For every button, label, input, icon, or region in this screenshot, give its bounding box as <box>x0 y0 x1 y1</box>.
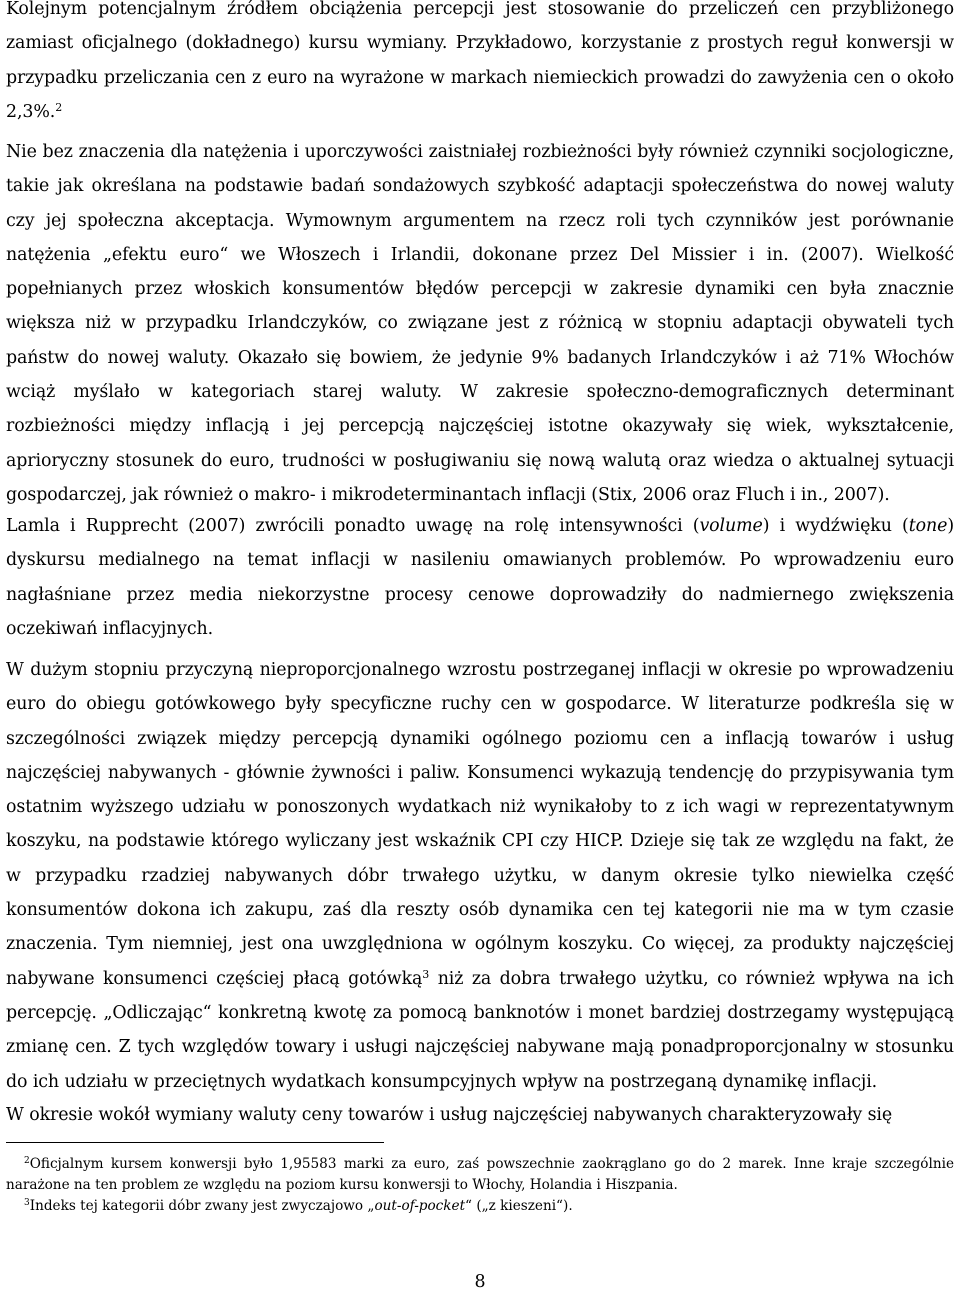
emphasized-text: tone <box>908 516 948 536</box>
footnote-2 <box>6 1154 954 1196</box>
page-number: 8 <box>474 1272 486 1292</box>
footnote-3 <box>6 1196 954 1217</box>
footnote-marker: 2 <box>24 1156 30 1166</box>
text-segment: Indeks tej kategorii dóbr zwany jest zwyczajowo „ <box>29 1198 375 1214</box>
footnote-marker: 3 <box>422 967 430 981</box>
text-segment: W okresie wokół wymiany waluty ceny towarów i usług najczęściej nabywanych charakteryzowały się <box>6 1105 893 1125</box>
paragraph-media-discourse <box>6 509 954 646</box>
footnote-marker: 2 <box>55 100 63 114</box>
emphasized-text: volume <box>699 516 763 536</box>
text-segment: Kolejnym potencjalnym źródłem obciążenia percepcji jest stosowanie do przeliczeń cen przybliżonego zamiast oficjalnego (dokładnego) kursu wymiany. Przykładowo, korzystanie z prostych reguł konwersji w przypadku przeliczania cen z euro na wyrażone w markach niemieckich prowadzi do zawyżenia cen o około 2,3%. <box>6 0 954 122</box>
text-segment: ) dyskursu medialnego na temat inflacji w nasileniu omawianych problemów. Po wprowadzeniu euro nagłaśniane przez media niekorzystne procesy cenowe doprowadziły do nadmiernego zwiększenia oczekiwań inflacyjnych. <box>6 516 954 639</box>
emphasized-text: out-of-pocket <box>374 1198 466 1214</box>
footnote-separator <box>6 1142 384 1143</box>
text-segment: Lamla i Rupprecht (2007) zwrócili ponadto uwagę na rolę intensywności ( <box>6 516 700 536</box>
paragraph-price-conversion <box>6 0 954 129</box>
paragraph-sociological-factors <box>6 135 954 512</box>
footnote-marker: 3 <box>24 1198 30 1208</box>
text-segment: “ („z kieszeni“). <box>465 1198 573 1214</box>
text-segment: ) i wydźwięku ( <box>762 516 909 536</box>
paragraph-price-movements <box>6 653 954 1099</box>
paragraph-continued <box>6 1098 954 1132</box>
text-segment: W dużym stopniu przyczyną nieproporcjonalnego wzrostu postrzeganej inflacji w okresie po wprowadzeniu euro do obiegu gotówkowego były specyficzne ruchy cen w gospodarce. W literaturze podkreśla się w szczególności związek między percepcją dynamiki ogólnego poziomu cen a inflacją towarów i usług najczęściej nabywanych - głównie żywności i paliw. Konsumenci wykazują tendencję do przypisywania tym ostatnim wyższego udziału w ponoszonych wydatkach niż wynikałoby to z ich wagi w reprezentatywnym koszyku, na podstawie którego wyliczany jest wskaźnik CPI czy HICP. Dzieje się tak ze względu na fakt, że w przypadku rzadziej nabywanych dóbr trwałego użytku, w danym okresie tylko niewielka część konsumentów dokona ich zakupu, zaś dla reszty osób dynamika cen tej kategorii nie ma w tym czasie znaczenia. Tym niemniej, jest ona uwzględniona w ogólnym koszyku. Co więcej, za produkty najczęściej nabywane konsumenci częściej płacą gotówką <box>6 660 954 989</box>
text-segment: Oficjalnym kursem konwersji było 1,95583 marki za euro, zaś powszechnie zaokrąglano go do 2 marek. Inne kraje szczególnie narażone na ten problem ze względu na poziom kursu konwersji to Włochy, Holandia i Hiszpania. <box>6 1156 954 1193</box>
text-segment: Nie bez znaczenia dla natężenia i uporczywości zaistniałej rozbieżności były również czynniki socjologiczne, takie jak określana na podstawie badań sondażowych szybkość adaptacji społeczeństwa do nowej waluty czy jej społeczna akceptacja. Wymownym argumentem na rzecz roli tych czynników jest porównanie natężenia „efektu euro“ we Włoszech i Irlandii, dokonane przez Del Missier i in. (2007). Wielkość popełnianych przez włoskich konsumentów błędów percepcji w zakresie dynamiki cen była znacznie większa niż w przypadku Irlandczyków, co związane jest z różnicą w stopniu adaptacji obywateli tych państw do nowej waluty. Okazało się bowiem, że jedynie 9% badanych Irlandczyków i aż 71% Włochów wciąż myślało w kategoriach starej waluty. W zakresie społeczno-demograficznych determinant rozbieżności między inflacją i jej percepcją najczęściej istotne okazywały się wiek, wykształcenie, aprioryczny stosunek do euro, trudności w posługiwaniu się nową walutą oraz wiedza o aktualnej sytuacji gospodarczej, jak również o makro- i mikrodeterminantach inflacji (Stix, 2006 oraz Fluch i in., 2007). <box>6 142 954 505</box>
text-segment: niż za dobra trwałego użytku, co również wpływa na ich percepcję. „Odliczając“ konkretną kwotę za pomocą banknotów i monet bardziej dostrzegamy występującą zmianę cen. Z tych względów towary i usługi najczęściej nabywane mają ponadproporcjonalny w stosunku do ich udziału w przeciętnych wydatkach konsumpcyjnych wpływ na postrzeganą dynamikę inflacji. <box>6 968 954 1092</box>
